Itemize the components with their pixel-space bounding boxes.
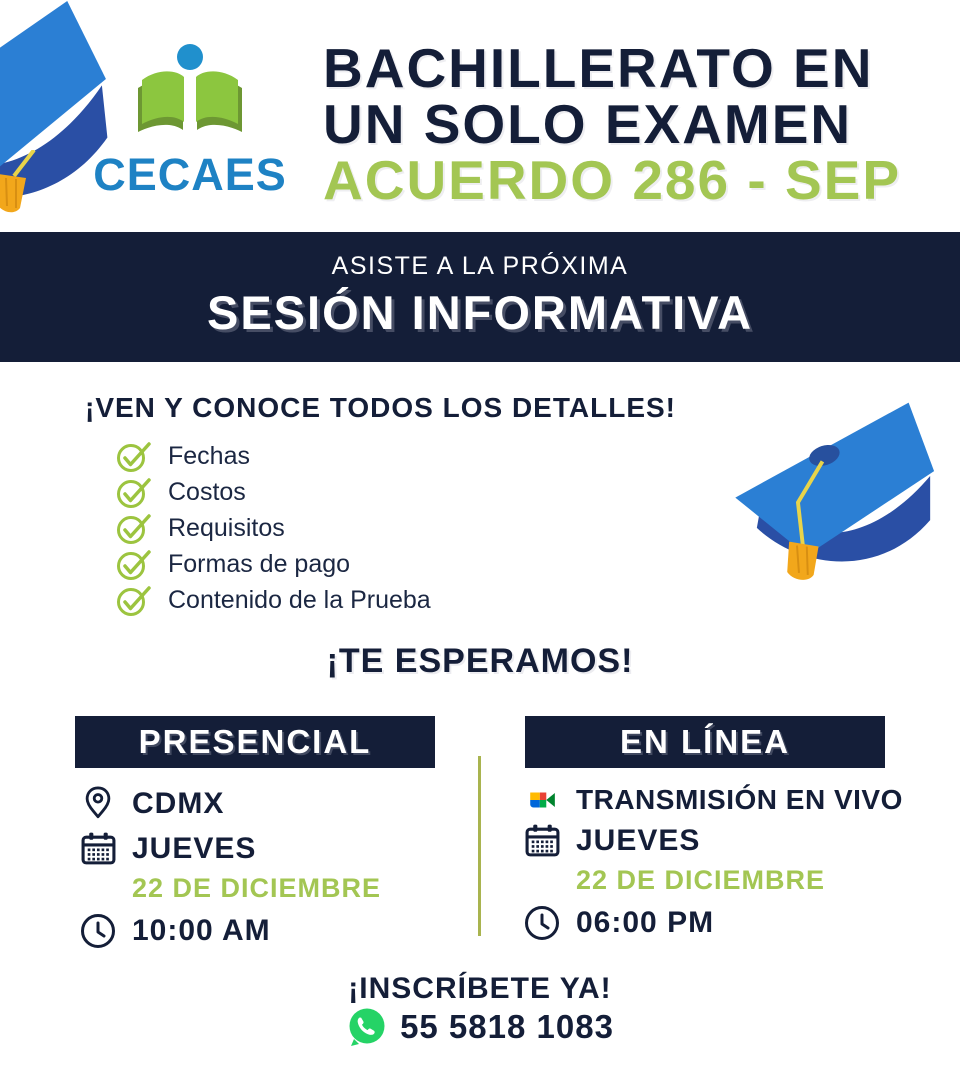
calendar-icon (522, 823, 562, 858)
list-item (116, 438, 431, 474)
check-circle-icon (116, 476, 154, 509)
presencial-details (78, 784, 468, 957)
platform-row (522, 784, 942, 816)
check-circle-icon (116, 512, 154, 545)
time-label: 06:00 PM (576, 906, 715, 939)
details-checklist (116, 438, 431, 618)
phone-row (0, 1006, 960, 1048)
day-row (522, 823, 942, 858)
date-label: 22 DE DICIEMBRE (576, 865, 826, 895)
check-circle-icon (116, 440, 154, 473)
logo-text: CECAES (93, 149, 287, 200)
calendar-icon (78, 831, 118, 866)
whatsapp-icon (346, 1006, 388, 1048)
banner-kicker: ASISTE A LA PRÓXIMA (331, 252, 629, 280)
list-item (116, 474, 431, 510)
title-line-2: UN SOLO EXAMEN (323, 93, 853, 155)
time-row (522, 904, 942, 942)
list-item-label: Costos (168, 477, 246, 506)
location-label: CDMX (132, 787, 225, 820)
check-circle-icon (116, 584, 154, 617)
check-circle-icon (116, 548, 154, 581)
location-pin-icon (78, 784, 118, 824)
graduation-cap-icon (703, 383, 938, 618)
online-details (522, 784, 942, 949)
book-reader-icon (128, 42, 252, 142)
day-label: JUEVES (132, 831, 257, 865)
time-label: 10:00 AM (132, 914, 271, 947)
title-line-1: BACHILLERATO EN (323, 37, 874, 99)
footer-cta: ¡INSCRÍBETE YA! (348, 972, 612, 1005)
date-label: 22 DE DICIEMBRE (132, 873, 382, 903)
column-divider (478, 756, 481, 936)
details-heading: ¡VEN Y CONOCE TODOS LOS DETALLES! (85, 392, 676, 423)
online-header: EN LÍNEA (525, 716, 885, 768)
header (0, 0, 960, 232)
banner-title: SESIÓN INFORMATIVA (206, 286, 754, 339)
list-item (116, 546, 431, 582)
clock-icon (78, 912, 118, 950)
phone-number: 55 5818 1083 (400, 1008, 614, 1045)
list-item (116, 582, 431, 618)
cecaes-logo (88, 42, 292, 201)
location-row (78, 784, 468, 824)
list-item-label: Formas de pago (168, 549, 351, 578)
main-title (323, 37, 953, 211)
list-item-label: Contenido de la Prueba (168, 585, 431, 614)
presencial-header: PRESENCIAL (75, 716, 435, 768)
list-item-label: Fechas (168, 441, 250, 470)
session-banner (0, 232, 960, 362)
tassel-icon (0, 150, 40, 214)
time-row (78, 912, 468, 950)
day-row (78, 831, 468, 866)
platform-label: TRANSMISIÓN EN VIVO (576, 784, 903, 815)
accord-line: ACUERDO 286 - SEP (323, 149, 902, 211)
day-label: JUEVES (576, 823, 701, 857)
clock-icon (522, 904, 562, 942)
cta-heading: ¡TE ESPERAMOS! (326, 642, 634, 680)
list-item-label: Requisitos (168, 513, 285, 542)
list-item (116, 510, 431, 546)
google-meet-icon (522, 785, 562, 815)
